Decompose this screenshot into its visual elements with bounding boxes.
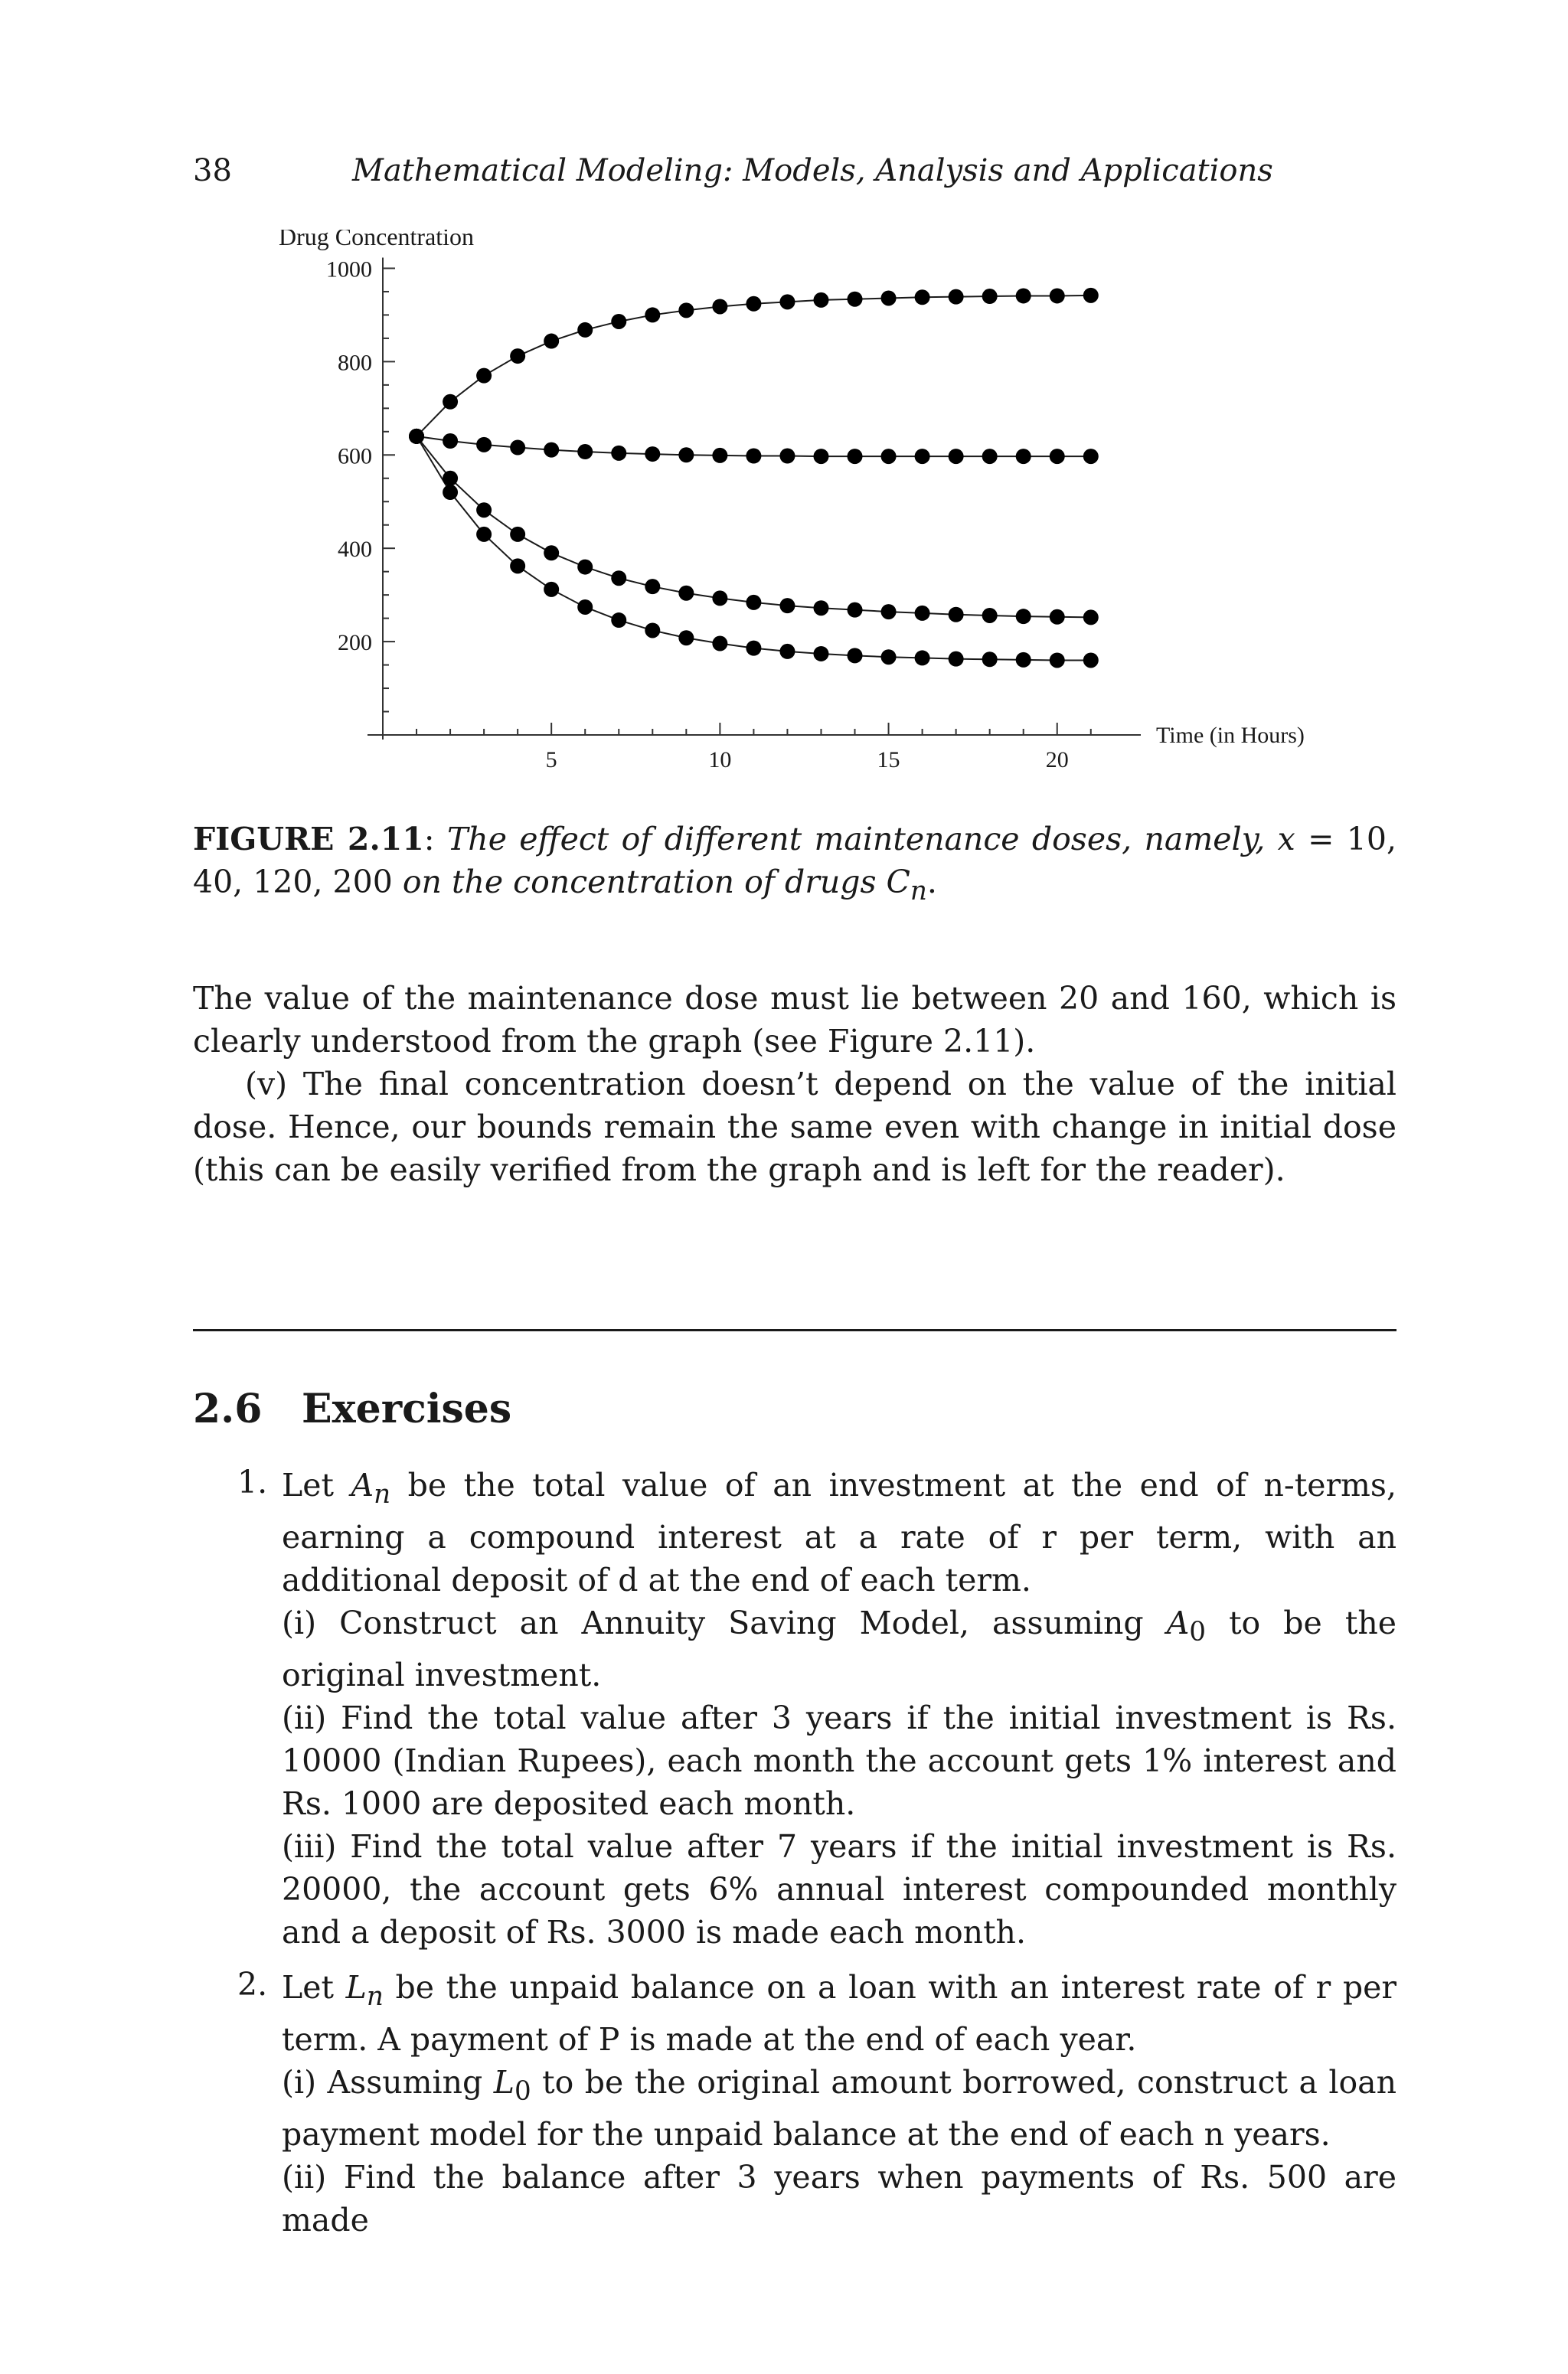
data-point — [881, 649, 897, 665]
data-point — [881, 604, 897, 619]
data-point — [611, 446, 626, 461]
exercise-2-sub: n — [366, 1981, 384, 2013]
exercise-1-part-i — [282, 1602, 1396, 1696]
exercise-1-part-i-var: A — [1166, 1605, 1190, 1642]
data-point — [577, 599, 593, 615]
exercise-2-part-ii: (ii) Find the balance after 3 years when payments of Rs. 500 are made — [282, 2159, 1396, 2239]
body-paragraph-1: The value of the maintenance dose must lie between 20 and 160, which is clearly understood from the graph (see Figure 2.11). — [193, 980, 1396, 1060]
caption-sep: : — [423, 821, 447, 857]
x-tick-label: 10 — [708, 747, 732, 772]
data-point — [982, 289, 998, 304]
data-point — [915, 449, 930, 464]
exercise-2-intro-a: Let — [282, 1969, 346, 2006]
data-point — [611, 612, 626, 628]
exercise-1-part-i-b: to be the original investment. — [282, 1605, 1397, 1694]
data-point — [645, 579, 660, 594]
caption-end: . — [926, 864, 937, 900]
exercise-1-intro-b: be the total value of an investment at the end of n-terms, earning a compound interest at a rate of r per term, with an additional deposit of d at the end of each term. — [282, 1467, 1397, 1599]
body-paragraph-2: (v) The final concentration doesn’t depend on the value of the initial dose. Hence, our bounds remain the same even with change in initial dose (this can be easily verified from the graph and is left for the reader). — [193, 1066, 1396, 1188]
data-point — [678, 630, 694, 645]
data-point — [1016, 652, 1031, 668]
data-point — [982, 449, 998, 464]
data-point — [746, 641, 761, 656]
series-line — [416, 296, 1091, 436]
exercise-1-var: A — [351, 1467, 374, 1504]
data-point — [915, 606, 930, 621]
exercise-2-intro-b: be the unpaid balance on a loan with an interest rate of r per term. A payment of P is made at the end of each year. — [282, 1969, 1396, 2059]
x-tick-label: 20 — [1045, 747, 1069, 772]
caption-text-a: The effect of different maintenance doses, namely, — [446, 821, 1278, 857]
x-axis-label: Time (in Hours) — [1156, 723, 1305, 748]
data-point — [476, 437, 492, 452]
exercise-1-part-ii: (ii) Find the total value after 3 years if the initial investment is Rs. 10000 (Indian Rupees), each month the account gets 1% interest and Rs. 1000 are deposited each month. — [282, 1700, 1396, 1823]
data-point — [544, 545, 559, 560]
data-point — [712, 590, 727, 606]
data-point — [982, 651, 998, 667]
caption-values: 10, 40, 120, 200 — [193, 821, 1396, 900]
data-point — [848, 449, 863, 464]
data-point — [746, 296, 761, 312]
section-heading — [193, 1386, 511, 1432]
data-point — [1083, 288, 1099, 303]
data-point — [678, 586, 694, 601]
data-point — [678, 302, 694, 318]
y-tick-label: 800 — [338, 350, 372, 376]
data-point — [881, 290, 897, 305]
data-point — [476, 502, 492, 518]
exercise-2-var: L — [345, 1969, 367, 2006]
data-point — [544, 334, 559, 349]
caption-var-c: C — [886, 864, 910, 900]
data-point — [577, 322, 593, 338]
data-point — [1016, 288, 1031, 303]
data-point — [712, 299, 727, 314]
data-point — [1050, 288, 1065, 303]
data-point — [848, 602, 863, 618]
data-point — [510, 348, 525, 364]
data-point — [949, 651, 964, 667]
data-point — [510, 440, 525, 456]
page-number: 38 — [193, 153, 232, 188]
series-line — [416, 436, 1091, 661]
data-point — [848, 292, 863, 307]
data-point — [813, 449, 828, 464]
data-point — [1050, 449, 1065, 464]
data-point — [611, 570, 626, 586]
y-tick-label: 400 — [338, 537, 372, 563]
data-point — [1016, 609, 1031, 624]
data-point — [915, 289, 930, 305]
data-point — [949, 289, 964, 305]
data-point — [982, 608, 998, 623]
exercise-2-part-i-b: to be the original amount borrowed, construct a loan payment model for the unpaid balance at the end of each n years. — [282, 2064, 1396, 2154]
y-tick-label: 1000 — [326, 256, 372, 282]
data-point — [443, 485, 458, 500]
data-point — [645, 446, 660, 462]
data-point — [476, 368, 492, 384]
data-point — [813, 600, 828, 616]
figure-label: FIGURE 2.11 — [193, 821, 424, 857]
data-point — [1050, 609, 1065, 625]
data-point — [577, 444, 593, 459]
exercise-1-part-i-sub: 0 — [1189, 1617, 1207, 1648]
data-point — [443, 433, 458, 449]
caption-equals: = — [1295, 821, 1347, 857]
exercise-1-sub: n — [374, 1479, 391, 1510]
data-point — [848, 648, 863, 663]
data-point — [779, 449, 795, 464]
exercise-1-intro — [282, 1464, 1396, 1602]
data-point — [1050, 652, 1065, 668]
x-tick-label: 15 — [877, 747, 900, 772]
figure-caption — [193, 818, 1396, 913]
data-point — [1016, 449, 1031, 464]
data-point — [915, 650, 930, 665]
data-point — [779, 644, 795, 659]
exercise-1 — [282, 1464, 1396, 1954]
data-point — [409, 429, 424, 444]
running-header — [193, 153, 1396, 199]
exercise-1-number: 1. — [237, 1464, 268, 1500]
exercise-2-part-i — [282, 2061, 1396, 2156]
section-divider — [193, 1329, 1396, 1331]
data-point — [443, 471, 458, 486]
data-point — [645, 307, 660, 322]
data-point — [577, 560, 593, 575]
data-point — [881, 449, 897, 464]
exercise-1-part-iii: (iii) Find the total value after 7 years if the initial investment is Rs. 20000, the account gets 6% annual interest compounded monthly and a deposit of Rs. 3000 is made each month. — [282, 1828, 1396, 1951]
data-point — [678, 447, 694, 462]
data-point — [1083, 449, 1099, 464]
data-point — [1083, 609, 1099, 625]
data-point — [544, 442, 559, 458]
data-point — [611, 314, 626, 329]
data-point — [510, 527, 525, 542]
data-point — [746, 449, 761, 464]
exercise-2-part-i-sub: 0 — [514, 2076, 531, 2108]
exercise-1-intro-a: Let — [282, 1467, 351, 1504]
drug-concentration-chart — [260, 230, 1332, 781]
y-axis-label: Drug Concentration — [279, 230, 475, 250]
exercise-2-part-i-a: (i) Assuming — [282, 2064, 494, 2101]
data-point — [779, 598, 795, 613]
data-point — [949, 449, 964, 464]
data-point — [949, 607, 964, 622]
exercise-1-part-i-a: (i) Construct an Annuity Saving Model, assuming — [282, 1605, 1167, 1642]
y-tick-label: 600 — [338, 443, 372, 469]
section-number: 2.6 — [193, 1386, 263, 1432]
caption-sub-n: n — [910, 876, 927, 907]
section-title: Exercises — [302, 1386, 512, 1432]
data-point — [645, 622, 660, 638]
exercise-2-part-i-var: L — [493, 2064, 514, 2101]
running-title: Mathematical Modeling: Models, Analysis and Applications — [352, 153, 1273, 188]
data-point — [476, 527, 492, 542]
data-point — [813, 292, 828, 308]
data-point — [746, 595, 761, 610]
data-point — [510, 558, 525, 573]
data-point — [443, 394, 458, 410]
data-point — [544, 582, 559, 597]
y-tick-label: 200 — [338, 630, 372, 656]
data-point — [813, 646, 828, 661]
caption-var-x: x — [1277, 821, 1295, 857]
data-point — [1083, 652, 1099, 668]
caption-text-b: on the concentration of drugs — [392, 864, 887, 900]
exercise-2-number: 2. — [237, 1966, 268, 2003]
exercise-2-intro — [282, 1966, 1396, 2061]
x-tick-label: 5 — [545, 747, 557, 772]
data-point — [712, 448, 727, 463]
data-point — [779, 294, 795, 309]
data-point — [712, 636, 727, 651]
exercise-2 — [282, 1966, 1396, 2242]
